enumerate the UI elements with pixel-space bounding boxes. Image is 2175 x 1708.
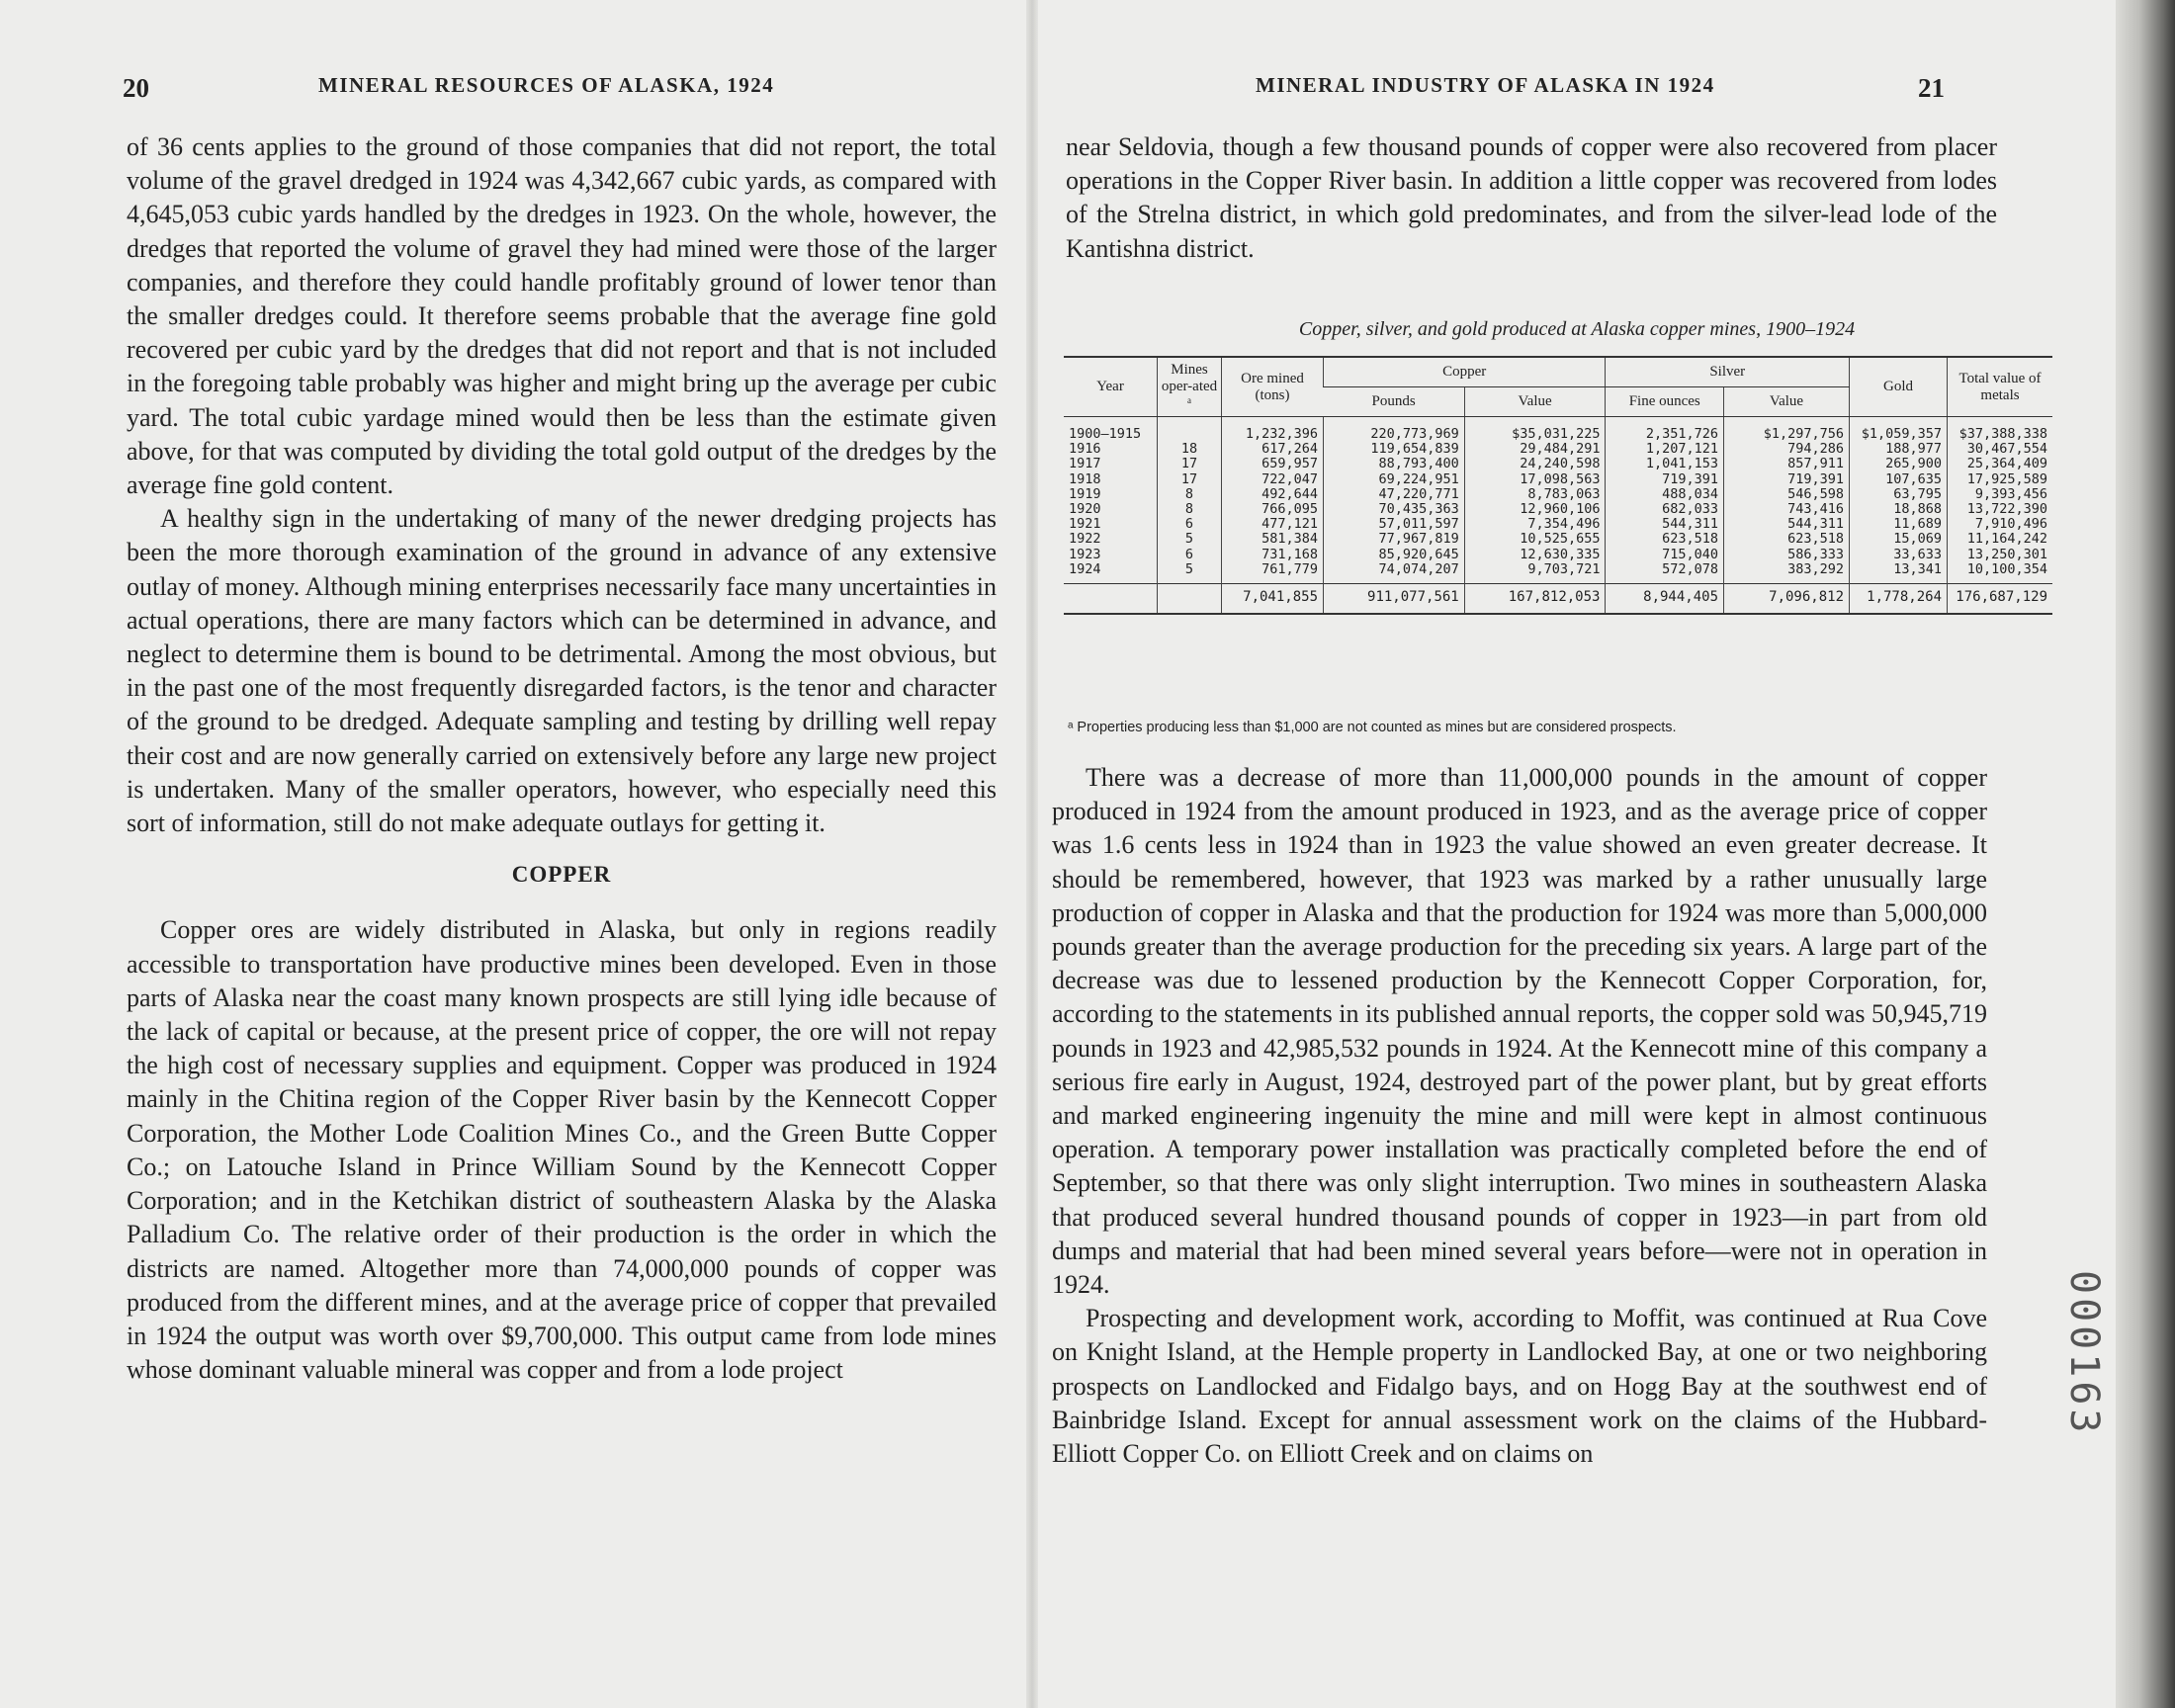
table-data-block	[1064, 417, 2052, 584]
header-total: Total value of metals	[1948, 357, 2053, 417]
table-cell-ag_val: 544,311	[1787, 516, 1844, 533]
table-cell-cu_val: 7,354,496	[1527, 516, 1601, 533]
archive-stamp: 000163	[2061, 1270, 2107, 1437]
table-caption: Copper, silver, and gold produced at Alaska copper mines, 1900–1924	[1298, 318, 1856, 340]
table-cell-ag_val: 719,391	[1787, 470, 1844, 487]
page-number-left: 20	[123, 73, 149, 103]
table-cell-ag_val: 743,416	[1787, 501, 1844, 518]
total-value: 176,687,129	[1948, 584, 2053, 615]
page-number-right: 21	[1918, 73, 1945, 103]
running-head-left: MINERAL RESOURCES OF ALASKA, 1924	[318, 73, 775, 97]
table-cell-gold: 11,689	[1893, 516, 1942, 533]
total-gold: 1,778,264	[1850, 584, 1948, 615]
table-cell-ag_oz: 2,351,726	[1645, 426, 1718, 442]
left-paragraph-2: A healthy sign in the undertaking of many of the newer dredging projects has been the more thorough examination of the ground in advance of any extensive outlay of money. Although mining enterprises necessarily face many uncertainties in actual operations, there are many factors which can be determined in advance, and neglect to determine them is bound to be detrimental. Among the most obvious, but in the past one of the most frequently disregarded factors, is the tenor and character of the ground to be dredged. Adequate sampling and testing by drilling well repay their cost and are now generally carried on extensively before any large new project is undertaken. Many of the smaller operators, however, who especially need this sort of information, still do not make adequate outlays for getting it.	[127, 504, 997, 838]
table-cell-gold: 188,977	[1885, 441, 1942, 458]
table-cell-ag_oz: 488,034	[1662, 485, 1718, 502]
table-cell-cu_val: 10,525,655	[1520, 531, 1601, 548]
col-year	[1064, 417, 1158, 584]
header-silver-ounces: Fine ounces	[1606, 387, 1724, 417]
table-cell-total: 7,910,496	[1974, 516, 2047, 533]
table-cell-ag_val: 857,911	[1787, 456, 1844, 472]
table-cell-ag_val: 546,598	[1787, 485, 1844, 502]
table-cell-cu_val: 17,098,563	[1520, 470, 1601, 487]
table-cell-cu_lb: 69,224,951	[1378, 470, 1459, 487]
table-cell-cu_val: 24,240,598	[1520, 456, 1601, 472]
table-cell-year: 1900–1915	[1069, 426, 1142, 442]
table-cell-cu_val: 12,960,106	[1520, 501, 1601, 518]
table-cell-cu_val: 8,783,063	[1527, 485, 1601, 502]
table-cell-gold: 107,635	[1885, 470, 1942, 487]
table-cell-ag_val: 623,518	[1787, 531, 1844, 548]
table-cell-ag_val: 794,286	[1787, 441, 1844, 458]
header-copper: Copper	[1324, 357, 1606, 387]
table-cell-ore: 722,047	[1262, 470, 1318, 487]
table-cell-ag_oz: 1,207,121	[1645, 441, 1718, 458]
copper-production-table	[1064, 356, 2052, 615]
table-cell-gold: $1,059,357	[1861, 426, 1942, 442]
right-opening-text	[1066, 130, 1997, 266]
table-cell-ore: 659,957	[1262, 456, 1318, 472]
header-copper-pounds: Pounds	[1324, 387, 1465, 417]
table-cell-ag_oz: 682,033	[1662, 501, 1718, 518]
right-body-text	[1052, 761, 1987, 1471]
table-cell-mines: 8	[1184, 485, 1194, 502]
table-cell-total: 11,164,242	[1966, 531, 2047, 548]
right-page	[1038, 0, 2116, 1708]
table-cell-cu_lb: 119,654,839	[1370, 441, 1459, 458]
table-cell-mines: 8	[1184, 501, 1194, 518]
table-cell-year: 1922	[1069, 531, 1101, 548]
table-cell-ag_oz: 1,041,153	[1645, 456, 1718, 472]
table-cell-mines	[1163, 427, 1216, 442]
table-cell-gold: 265,900	[1885, 456, 1942, 472]
table-cell-ag_oz: 719,391	[1662, 470, 1718, 487]
table-cell-total: $37,388,338	[1958, 426, 2047, 442]
table-cell-ag_oz: 572,078	[1662, 560, 1718, 577]
table-cell-cu_lb: 77,967,819	[1378, 531, 1459, 548]
table-cell-cu_val: 29,484,291	[1520, 441, 1601, 458]
table-cell-total: 30,467,554	[1966, 441, 2047, 458]
right-opening-paragraph: near Seldovia, though a few thousand pounds of copper were also recovered from placer operations in the Copper River basin. In addition a little copper was recovered from lodes of the Strelna district, in which gold predominates, and from the silver-lead lode of the Kantishna district.	[1066, 132, 1997, 263]
copper-paragraph: Copper ores are widely distributed in Alaska, but only in regions readily accessible to transportation have productive mines been developed. Even in those parts of Alaska near the coast many known prospects are still lying idle because of the lack of capital or because, at the present price of copper, the ore will not repay the high cost of necessary supplies and equipment. Copper was produced in 1924 mainly in the Chitina region of the Copper River basin by the Kennecott Copper Corporation, the Mother Lode Coalition Mines Co., and the Green Butte Copper Co.; on Latouche Island in Prince William Sound by the Kennecott Copper Corporation; and in the Ketchikan district of southeastern Alaska by the Alaska Palladium Co. The relative order of their production is the order in which the districts are named. Altogether more than 74,000,000 pounds of copper was produced from the different mines, and at the average price of copper that prevailed in 1924 the output was worth over $9,700,000. This output came from lode mines whose dominant valuable mineral was copper and from a lode project	[127, 915, 997, 1385]
table-cell-cu_lb: 85,920,645	[1378, 546, 1459, 562]
header-mines: Mines oper-ated ᵃ	[1158, 357, 1222, 417]
col-silver-ounces	[1606, 417, 1724, 584]
table-cell-year: 1917	[1069, 456, 1101, 472]
left-paragraph-1: of 36 cents applies to the ground of those companies that did not report, the total volume of the gravel dredged in 1924 was 4,342,667 cubic yards, as compared with 4,645,053 cubic yards handled by the dredges in 1923. On the whole, however, the dredges that reported the volume of gravel they had mined were those of the larger companies, and therefore they could handle profitably ground of lower tenor than the smaller dredges could. It therefore seems probable that the average fine gold recovered per cubic yard by the dredges that did not report and that is not included in the foregoing table probably was higher and might bring up the average per cubic yard. The total cubic yardage mined would then be less than the estimate given above, for that was computed by dividing the total gold output of the dredges by the average fine gold content.	[127, 132, 997, 500]
header-year: Year	[1064, 357, 1158, 417]
table-cell-mines: 17	[1180, 470, 1198, 487]
table-cell-mines: 5	[1184, 531, 1194, 548]
table-cell-mines: 18	[1180, 441, 1198, 458]
left-body-text	[127, 130, 997, 1387]
table-cell-ore: 581,384	[1262, 531, 1318, 548]
table-cell-cu_val: $35,031,225	[1512, 426, 1601, 442]
table-cell-cu_lb: 57,011,597	[1378, 516, 1459, 533]
table-cell-ag_oz: 715,040	[1662, 546, 1718, 562]
table-footnote: ᵃ Properties producing less than $1,000 are not counted as mines but are considered prospects.	[1068, 720, 1677, 735]
table-cell-year: 1919	[1069, 485, 1101, 502]
table-cell-year: 1918	[1069, 470, 1101, 487]
table-cell-ag_val: 383,292	[1787, 560, 1844, 577]
table-cell-ore: 1,232,396	[1245, 426, 1318, 442]
table-cell-total: 25,364,409	[1966, 456, 2047, 472]
table-cell-ore: 617,264	[1262, 441, 1318, 458]
table-cell-total: 17,925,589	[1966, 470, 2047, 487]
table-cell-ag_oz: 544,311	[1662, 516, 1718, 533]
table-cell-gold: 15,069	[1893, 531, 1942, 548]
table-cell-cu_val: 12,630,335	[1520, 546, 1601, 562]
running-head-right: MINERAL INDUSTRY OF ALASKA IN 1924	[1256, 73, 1715, 97]
total-copper-value: 167,812,053	[1464, 584, 1606, 615]
col-silver-value	[1724, 417, 1850, 584]
table-cell-year: 1916	[1069, 441, 1101, 458]
header-ore: Ore mined (tons)	[1222, 357, 1324, 417]
total-copper-pounds: 911,077,561	[1324, 584, 1465, 615]
table-cell-year: 1923	[1069, 546, 1101, 562]
book-gutter	[1026, 0, 1038, 1708]
table-cell-total: 13,722,390	[1966, 501, 2047, 518]
table-cell-cu_val: 9,703,721	[1527, 560, 1601, 577]
table-cell-ore: 731,168	[1262, 546, 1318, 562]
table-cell-ore: 492,644	[1262, 485, 1318, 502]
table-cell-year: 1924	[1069, 560, 1101, 577]
table-cell-ag_oz: 623,518	[1662, 531, 1718, 548]
table-cell-ag_val: 586,333	[1787, 546, 1844, 562]
table-cell-cu_lb: 220,773,969	[1370, 426, 1459, 442]
table-cell-mines: 5	[1184, 560, 1194, 577]
table-cell-gold: 63,795	[1893, 485, 1942, 502]
table-cell-year: 1920	[1069, 501, 1101, 518]
total-ore: 7,041,855	[1222, 584, 1324, 615]
table-cell-total: 13,250,301	[1966, 546, 2047, 562]
section-heading-copper: COPPER	[511, 862, 612, 888]
col-total	[1948, 417, 2053, 584]
left-page	[0, 0, 1026, 1708]
header-gold: Gold	[1850, 357, 1948, 417]
col-gold	[1850, 417, 1948, 584]
right-paragraph-1: There was a decrease of more than 11,000,000 pounds in the amount of copper produced in 1924 from the amount produced in 1923, and as the average price of copper was 1.6 cents less in 1924 than in 1923 the value showed an even greater decrease. It should be remembered, however, that 1923 was marked by a rather unusually large production of copper in Alaska and that the production for 1924 was more than 5,000,000 pounds greater than the average production for the preceding six years. A large part of the decrease was due to lessened production by the Kennecott Copper Corporation, for, according to the statements in its published annual reports, the copper sold was 50,945,719 pounds in 1923 and 42,985,532 pounds in 1924. At the Kennecott mine of this company a serious fire early in August, 1924, destroyed part of the power plant, but by great efforts and marked engineering ingenuity the mine and mill were kept in almost continuous operation. A temporary power installation was practically completed before the end of September, so that there was only slight interruption. Two mines in southeastern Alaska that produced several hundred thousand pounds of copper in 1923—in part from old dumps and material that had been mined several years before—were not in operation in 1924.	[1052, 763, 1987, 1300]
total-silver-value: 7,096,812	[1724, 584, 1850, 615]
table-cell-cu_lb: 47,220,771	[1378, 485, 1459, 502]
table-cell-gold: 13,341	[1893, 560, 1942, 577]
table-cell-cu_lb: 88,793,400	[1378, 456, 1459, 472]
right-paragraph-2: Prospecting and development work, according to Moffit, was continued at Rua Cove on Knight Island, at the Hemple property in Landlocked Bay, at one or two neighboring prospects on Landlocked and Fidalgo bays, and on Hogg Bay at the southwest end of Bainbridge Island. Except for annual assessment work on the claims of the Hubbard-Elliott Copper Co. on Elliott Creek and on claims on	[1052, 1304, 1987, 1469]
col-copper-pounds	[1324, 417, 1465, 584]
col-ore	[1222, 417, 1324, 584]
table-cell-ore: 477,121	[1262, 516, 1318, 533]
table-cell-cu_lb: 74,074,207	[1378, 560, 1459, 577]
table-cell-mines: 6	[1184, 546, 1194, 562]
table-cell-ore: 766,095	[1262, 501, 1318, 518]
table-cell-gold: 18,868	[1893, 501, 1942, 518]
table-total-row	[1064, 584, 2052, 615]
table-cell-ag_val: $1,297,756	[1763, 426, 1844, 442]
table-cell-gold: 33,633	[1893, 546, 1942, 562]
table-cell-cu_lb: 70,435,363	[1378, 501, 1459, 518]
table-cell-year: 1921	[1069, 516, 1101, 533]
table-cell-total: 10,100,354	[1966, 560, 2047, 577]
header-silver-value: Value	[1724, 387, 1850, 417]
page-edge-shadow	[2116, 0, 2175, 1708]
col-copper-value	[1464, 417, 1606, 584]
table-cell-mines: 6	[1184, 516, 1194, 533]
header-copper-value: Value	[1464, 387, 1606, 417]
table-cell-total: 9,393,456	[1974, 485, 2047, 502]
header-silver: Silver	[1606, 357, 1850, 387]
total-silver-ounces: 8,944,405	[1606, 584, 1724, 615]
table-cell-mines: 17	[1180, 456, 1198, 472]
col-mines	[1158, 417, 1222, 584]
table-cell-ore: 761,779	[1262, 560, 1318, 577]
